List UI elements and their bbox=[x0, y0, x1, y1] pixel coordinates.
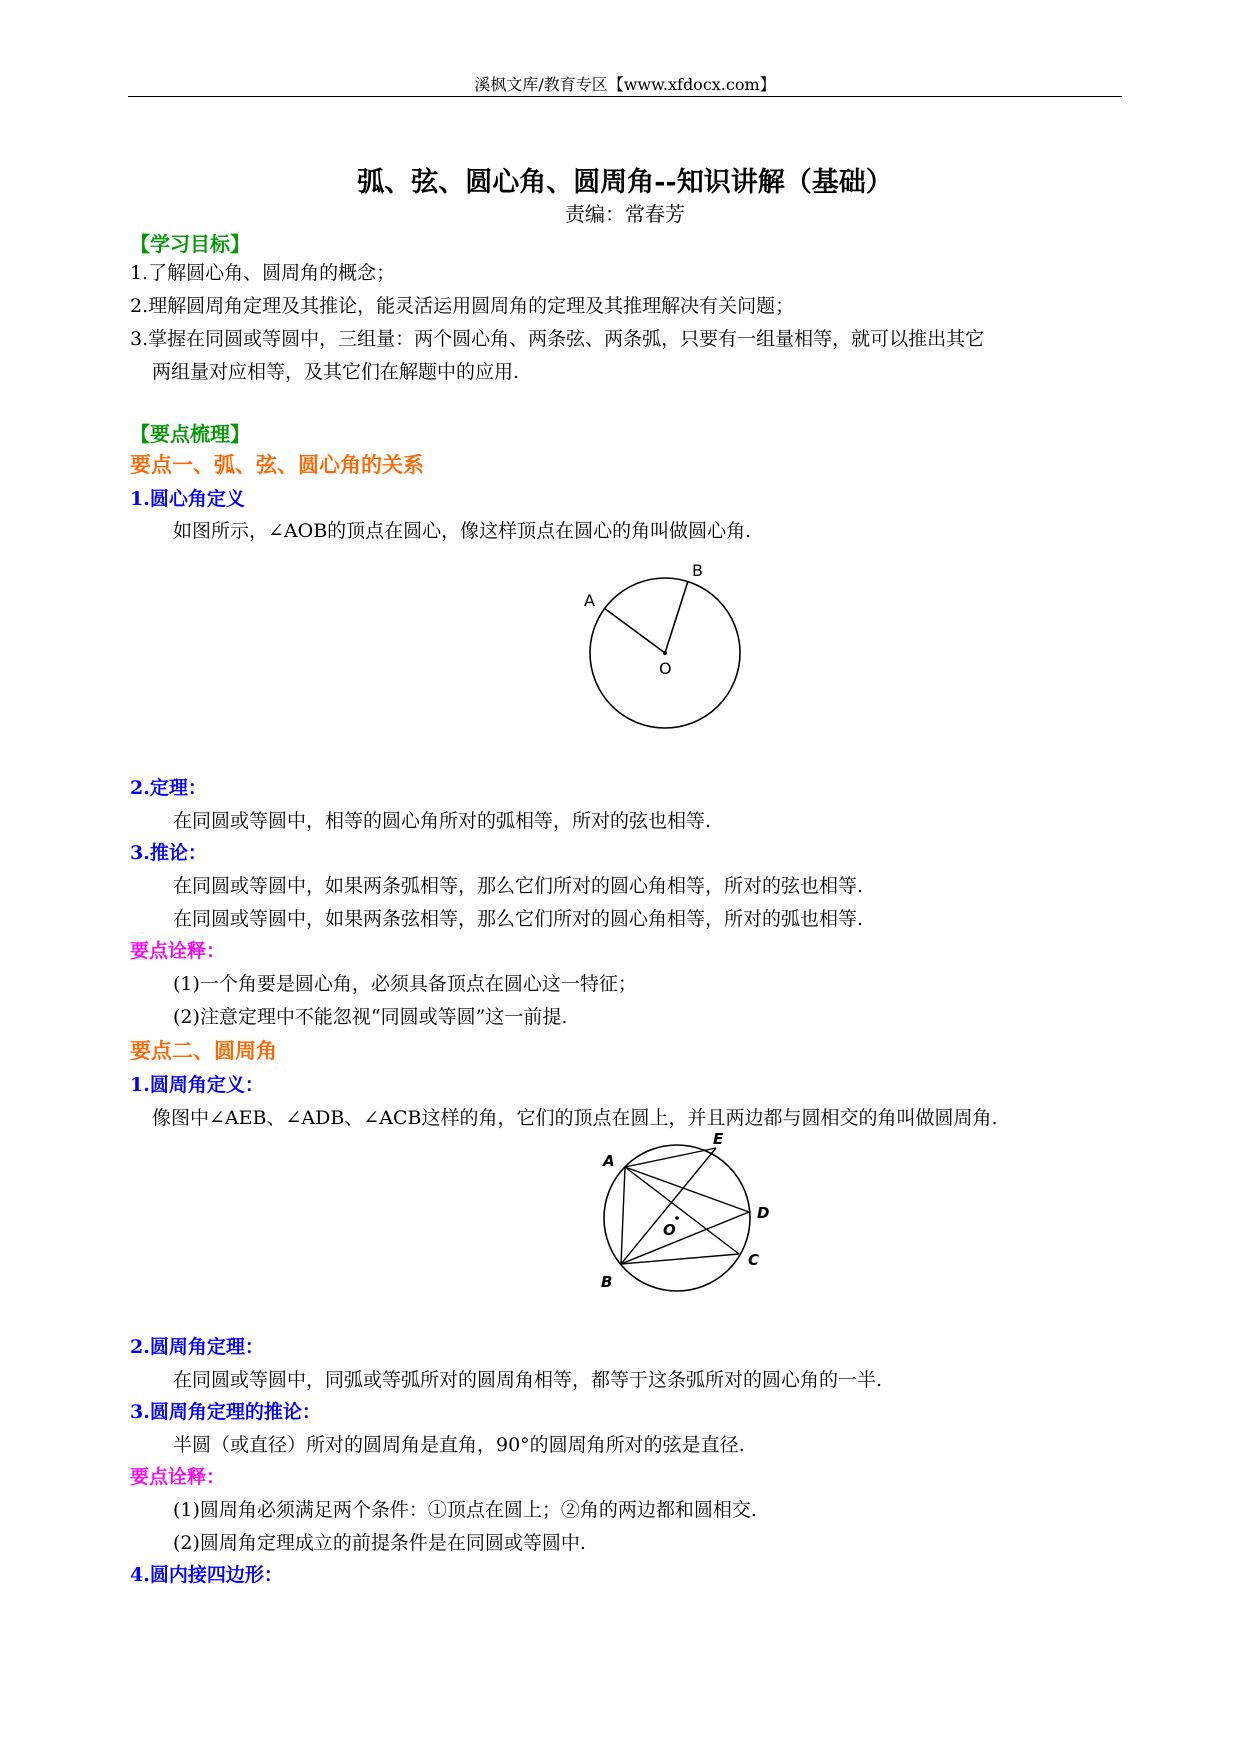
center-point bbox=[663, 651, 667, 655]
point2-corollary-text: 半圆（或直径）所对的圆周角是直角，90°的圆周角所对的弦是直径. bbox=[173, 1434, 745, 1456]
radius-ob bbox=[665, 581, 688, 653]
objective-item-continuation: 两组量对应相等，及其它们在解题中的应用. bbox=[152, 361, 520, 383]
point1-note: (2)注意定理中不能忽视“同圆或等圆”这一前提. bbox=[173, 1006, 568, 1028]
point-label-d: D bbox=[757, 1204, 770, 1222]
point-label-b: B bbox=[601, 1273, 613, 1291]
chord-ad bbox=[625, 1167, 749, 1212]
chord-bc bbox=[621, 1254, 739, 1264]
center-point bbox=[675, 1216, 679, 1220]
point2-definition-heading: 1.圆周角定义： bbox=[130, 1074, 264, 1096]
point1-heading: 要点一、弧、弦、圆心角的关系 bbox=[130, 452, 424, 477]
point-label-a: A bbox=[603, 1152, 615, 1170]
chord-ab bbox=[621, 1167, 625, 1264]
point-label-e: E bbox=[713, 1130, 724, 1148]
point1-theorem-heading: 2.定理： bbox=[130, 777, 207, 799]
objective-item: 3.掌握在同圆或等圆中，三组量：两个圆心角、两条弦、两条弧，只要有一组量相等，就可以推出其它 bbox=[130, 328, 985, 350]
point2-heading: 要点二、圆周角 bbox=[130, 1038, 277, 1063]
point-label-b: B bbox=[692, 561, 703, 580]
inscribed-angle-figure bbox=[585, 1130, 795, 1305]
point2-definition-text: 像图中∠AEB、∠ADB、∠ACB这样的角，它们的顶点在圆上，并且两边都与圆相交的角叫做圆周角. bbox=[152, 1107, 998, 1129]
point-label-c: C bbox=[748, 1251, 760, 1269]
chord-ac bbox=[625, 1167, 739, 1254]
point1-definition-heading: 1.圆心角定义 bbox=[130, 488, 245, 510]
point1-definition-text: 如图所示，∠AOB的顶点在圆心，像这样顶点在圆心的角叫做圆心角. bbox=[173, 520, 752, 542]
point2-notes-heading: 要点诠释： bbox=[130, 1466, 226, 1488]
point1-note: (1)一个角要是圆心角，必须具备顶点在圆心这一特征； bbox=[173, 973, 637, 995]
page-header: 溪枫文库/教育专区【www.xfdocx.com】 bbox=[474, 75, 776, 94]
point1-corollary-heading: 3.推论： bbox=[130, 842, 207, 864]
point1-corollary-line: 在同圆或等圆中，如果两条弦相等，那么它们所对的圆心角相等，所对的弧也相等. bbox=[173, 908, 864, 930]
objective-item: 1.了解圆心角、圆周角的概念； bbox=[130, 262, 396, 284]
point-label-o: O bbox=[659, 659, 672, 678]
central-angle-figure bbox=[580, 558, 750, 730]
editor-line: 责编：常春芳 bbox=[565, 202, 685, 226]
point2-theorem-text: 在同圆或等圆中，同弧或等弧所对的圆周角相等，都等于这条弧所对的圆心角的一半. bbox=[173, 1369, 883, 1391]
objectives-heading: 【学习目标】 bbox=[130, 232, 250, 256]
point-label-o: O bbox=[663, 1221, 676, 1239]
point2-note: (1)圆周角必须满足两个条件：①顶点在圆上；②角的两边都和圆相交. bbox=[173, 1499, 757, 1521]
point1-theorem-text: 在同圆或等圆中，相等的圆心角所对的弧相等，所对的弦也相等. bbox=[173, 810, 712, 832]
point2-corollary-heading: 3.圆周角定理的推论： bbox=[130, 1401, 321, 1423]
point2-theorem-heading: 2.圆周角定理： bbox=[130, 1336, 264, 1358]
header-divider bbox=[128, 96, 1122, 97]
point1-corollary-line: 在同圆或等圆中，如果两条弧相等，那么它们所对的圆心角相等，所对的弦也相等. bbox=[173, 875, 864, 897]
point-label-a: A bbox=[584, 591, 595, 610]
point1-notes-heading: 要点诠释： bbox=[130, 940, 226, 962]
point2-quadrilateral-heading: 4.圆内接四边形： bbox=[130, 1564, 283, 1586]
summary-heading: 【要点梳理】 bbox=[130, 422, 250, 446]
document-title: 弧、弦、圆心角、圆周角--知识讲解（基础） bbox=[357, 167, 893, 198]
objective-item: 2.理解圆周角定理及其推论，能灵活运用圆周角的定理及其推理解决有关问题； bbox=[130, 295, 795, 317]
point2-note: (2)圆周角定理成立的前提条件是在同圆或等圆中. bbox=[173, 1532, 586, 1554]
chord-bd bbox=[621, 1212, 749, 1264]
radius-oa bbox=[604, 608, 665, 653]
